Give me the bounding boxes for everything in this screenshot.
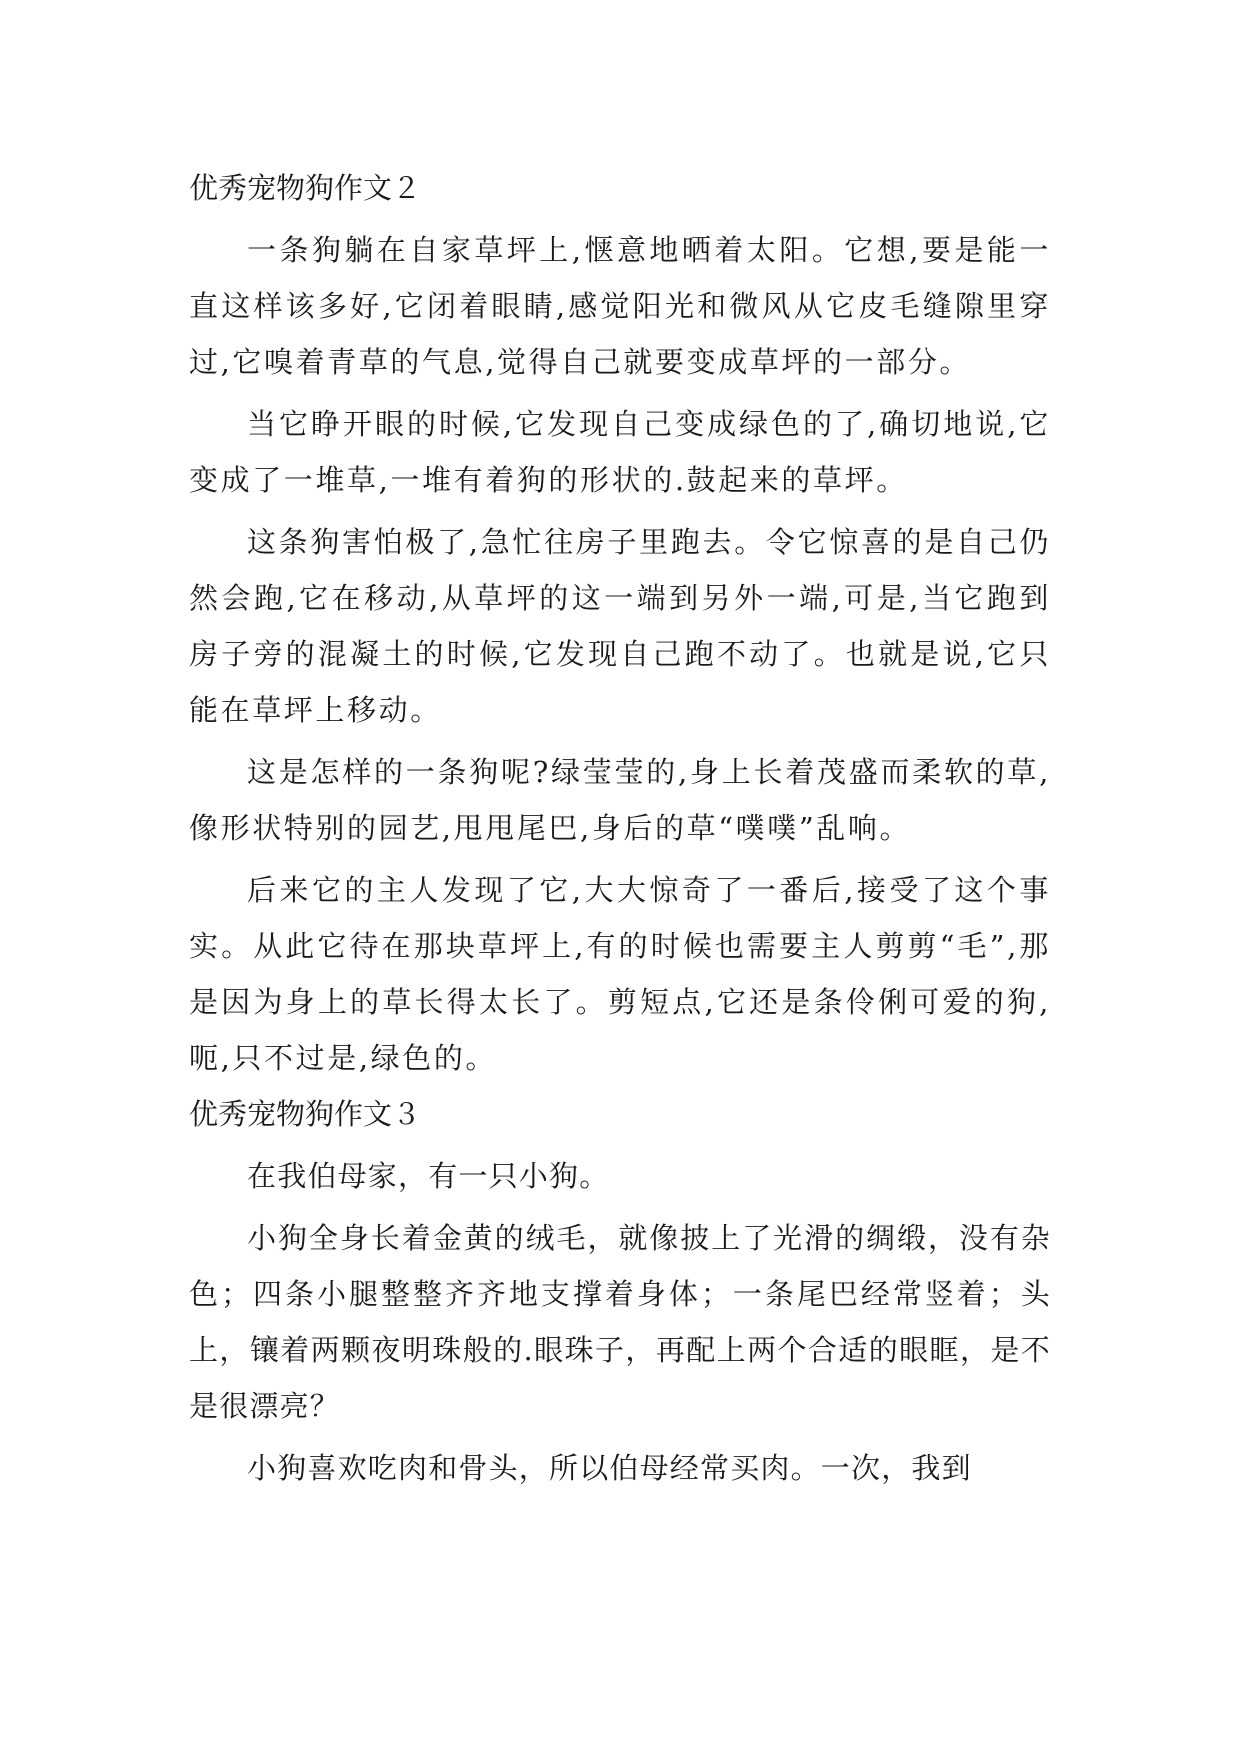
- section-title-essay-2: 优秀宠物狗作文２: [189, 171, 422, 205]
- section-title-essay-3: 优秀宠物狗作文３: [189, 1097, 422, 1131]
- paragraph: 这是怎样的一条狗呢?绿莹莹的,身上长着茂盛而柔软的草,像形状特别的园艺,甩甩尾巴,身后的草“噗噗”乱响。: [189, 755, 1051, 845]
- paragraph: 当它睁开眼的时候,它发现自己变成绿色的了,确切地说,它变成了一堆草,一堆有着狗的形状的.鼓起来的草坪。: [189, 407, 1051, 497]
- paragraph: 后来它的主人发现了它,大大惊奇了一番后,接受了这个事实。从此它待在那块草坪上,有的时候也需要主人剪剪“毛”,那是因为身上的草长得太长了。剪短点,它还是条伶俐可爱的狗,呃,只不过是,绿色的。: [189, 873, 1051, 1075]
- document-body: [189, 160, 1051, 1496]
- paragraph: 小狗喜欢吃肉和骨头，所以伯母经常买肉。一次，我到: [247, 1451, 972, 1485]
- paragraph: 一条狗躺在自家草坪上,惬意地晒着太阳。它想,要是能一直这样该多好,它闭着眼睛,感觉阳光和微风从它皮毛缝隙里穿过,它嗅着青草的气息,觉得自己就要变成草坪的一部分。: [189, 233, 1051, 379]
- paragraph: 小狗全身长着金黄的绒毛，就像披上了光滑的绸缎，没有杂色；四条小腿整整齐齐地支撑着身体；一条尾巴经常竖着；头上，镶着两颗夜明珠般的.眼珠子，再配上两个合适的眼眶，是不是很漂亮？: [189, 1221, 1051, 1423]
- paragraph: 这条狗害怕极了,急忙往房子里跑去。令它惊喜的是自己仍然会跑,它在移动,从草坪的这一端到另外一端,可是,当它跑到房子旁的混凝土的时候,它发现自己跑不动了。也就是说,它只能在草坪上移动。: [189, 525, 1051, 727]
- paragraph: 在我伯母家，有一只小狗。: [247, 1159, 610, 1193]
